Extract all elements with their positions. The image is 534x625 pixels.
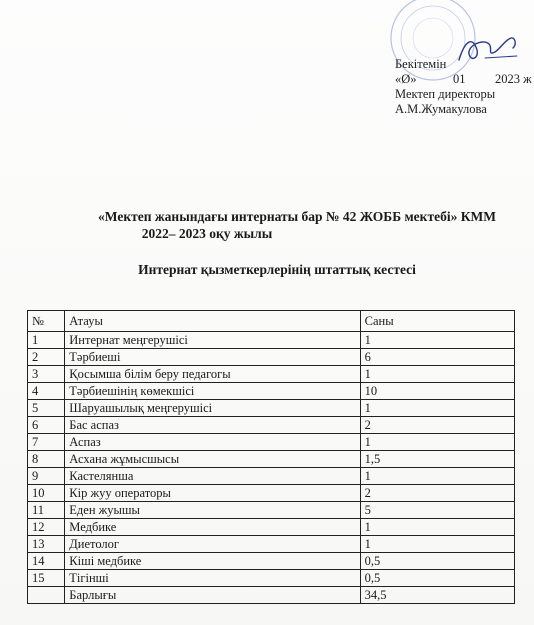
- cell-no: 13: [28, 536, 65, 553]
- cell-name: Аспаз: [65, 434, 360, 451]
- table-row: [28, 417, 515, 434]
- cell-no: 8: [28, 451, 65, 468]
- table-row: [28, 366, 515, 383]
- header-no: №: [28, 311, 65, 332]
- header-name: Атауы: [65, 311, 360, 332]
- cell-count: 10: [360, 383, 514, 400]
- cell-count: 5: [360, 502, 514, 519]
- cell-no: 14: [28, 553, 65, 570]
- cell-count: 2: [360, 485, 514, 502]
- table-row: [28, 332, 515, 349]
- cell-no: 7: [28, 434, 65, 451]
- table-row: [28, 553, 515, 570]
- staff-table: [27, 310, 515, 604]
- approval-month: 01: [453, 72, 466, 86]
- document-title-table: Интернат қызметкерлерінің штаттық кестесі: [138, 262, 416, 277]
- cell-no: 1: [28, 332, 65, 349]
- cell-no: 5: [28, 400, 65, 417]
- cell-name: Кір жуу операторы: [65, 485, 360, 502]
- cell-name: Еден жуышы: [65, 502, 360, 519]
- table-row: [28, 434, 515, 451]
- approval-block: [395, 57, 532, 117]
- cell-count: 0,5: [360, 570, 514, 587]
- cell-no: 4: [28, 383, 65, 400]
- table-total-row: [28, 587, 515, 604]
- document-title-year: 2022– 2023 оқу жылы: [141, 226, 273, 241]
- cell-no: 2: [28, 349, 65, 366]
- total-count: 34,5: [360, 587, 514, 604]
- cell-no: 15: [28, 570, 65, 587]
- cell-name: Кіші медбике: [65, 553, 360, 570]
- table-row: [28, 468, 515, 485]
- table-row: [28, 519, 515, 536]
- cell-name: Интернат меңгерушісі: [65, 332, 360, 349]
- cell-name: Диетолог: [65, 536, 360, 553]
- approval-position: Мектеп директоры: [395, 87, 496, 101]
- cell-count: 0,5: [360, 553, 514, 570]
- cell-count: 1: [360, 468, 514, 485]
- cell-count: 6: [360, 349, 514, 366]
- cell-no: 12: [28, 519, 65, 536]
- cell-no-empty: [28, 587, 65, 604]
- cell-name: Тәрбиеші: [65, 349, 360, 366]
- table-row: [28, 485, 515, 502]
- cell-count: 1: [360, 366, 514, 383]
- approval-date: [395, 72, 532, 87]
- approval-label: Бекітемін: [395, 57, 447, 71]
- table-row: [28, 451, 515, 468]
- header-count: Саны: [360, 311, 514, 332]
- table-body: [28, 332, 515, 604]
- cell-no: 10: [28, 485, 65, 502]
- approval-day: «Ø»: [395, 72, 417, 86]
- total-label: Барлығы: [65, 587, 360, 604]
- cell-no: 11: [28, 502, 65, 519]
- cell-name: Шаруашылық меңгерушісі: [65, 400, 360, 417]
- cell-name: Тігінші: [65, 570, 360, 587]
- cell-no: 6: [28, 417, 65, 434]
- table-header-row: [28, 311, 515, 332]
- cell-name: Асхана жұмысшысы: [65, 451, 360, 468]
- cell-name: Қосымша білім беру педагогы: [65, 366, 360, 383]
- table-row: [28, 536, 515, 553]
- table-row: [28, 502, 515, 519]
- cell-no: 3: [28, 366, 65, 383]
- cell-count: 1,5: [360, 451, 514, 468]
- cell-count: 1: [360, 536, 514, 553]
- document-title-org: «Мектеп жанындағы интернаты бар № 42 ЖОББ мектебі» КММ: [98, 209, 496, 224]
- cell-name: Бас аспаз: [65, 417, 360, 434]
- table-row: [28, 383, 515, 400]
- cell-name: Кастелянша: [65, 468, 360, 485]
- cell-count: 1: [360, 332, 514, 349]
- cell-no: 9: [28, 468, 65, 485]
- approval-director-name: А.М.Жумакулова: [395, 102, 487, 116]
- cell-count: 2: [360, 417, 514, 434]
- cell-count: 1: [360, 400, 514, 417]
- cell-name: Медбике: [65, 519, 360, 536]
- table-row: [28, 570, 515, 587]
- cell-count: 1: [360, 434, 514, 451]
- cell-name: Тәрбиешінің көмекшісі: [65, 383, 360, 400]
- table-row: [28, 349, 515, 366]
- table-row: [28, 400, 515, 417]
- cell-count: 1: [360, 519, 514, 536]
- approval-year: 2023 ж: [495, 72, 532, 86]
